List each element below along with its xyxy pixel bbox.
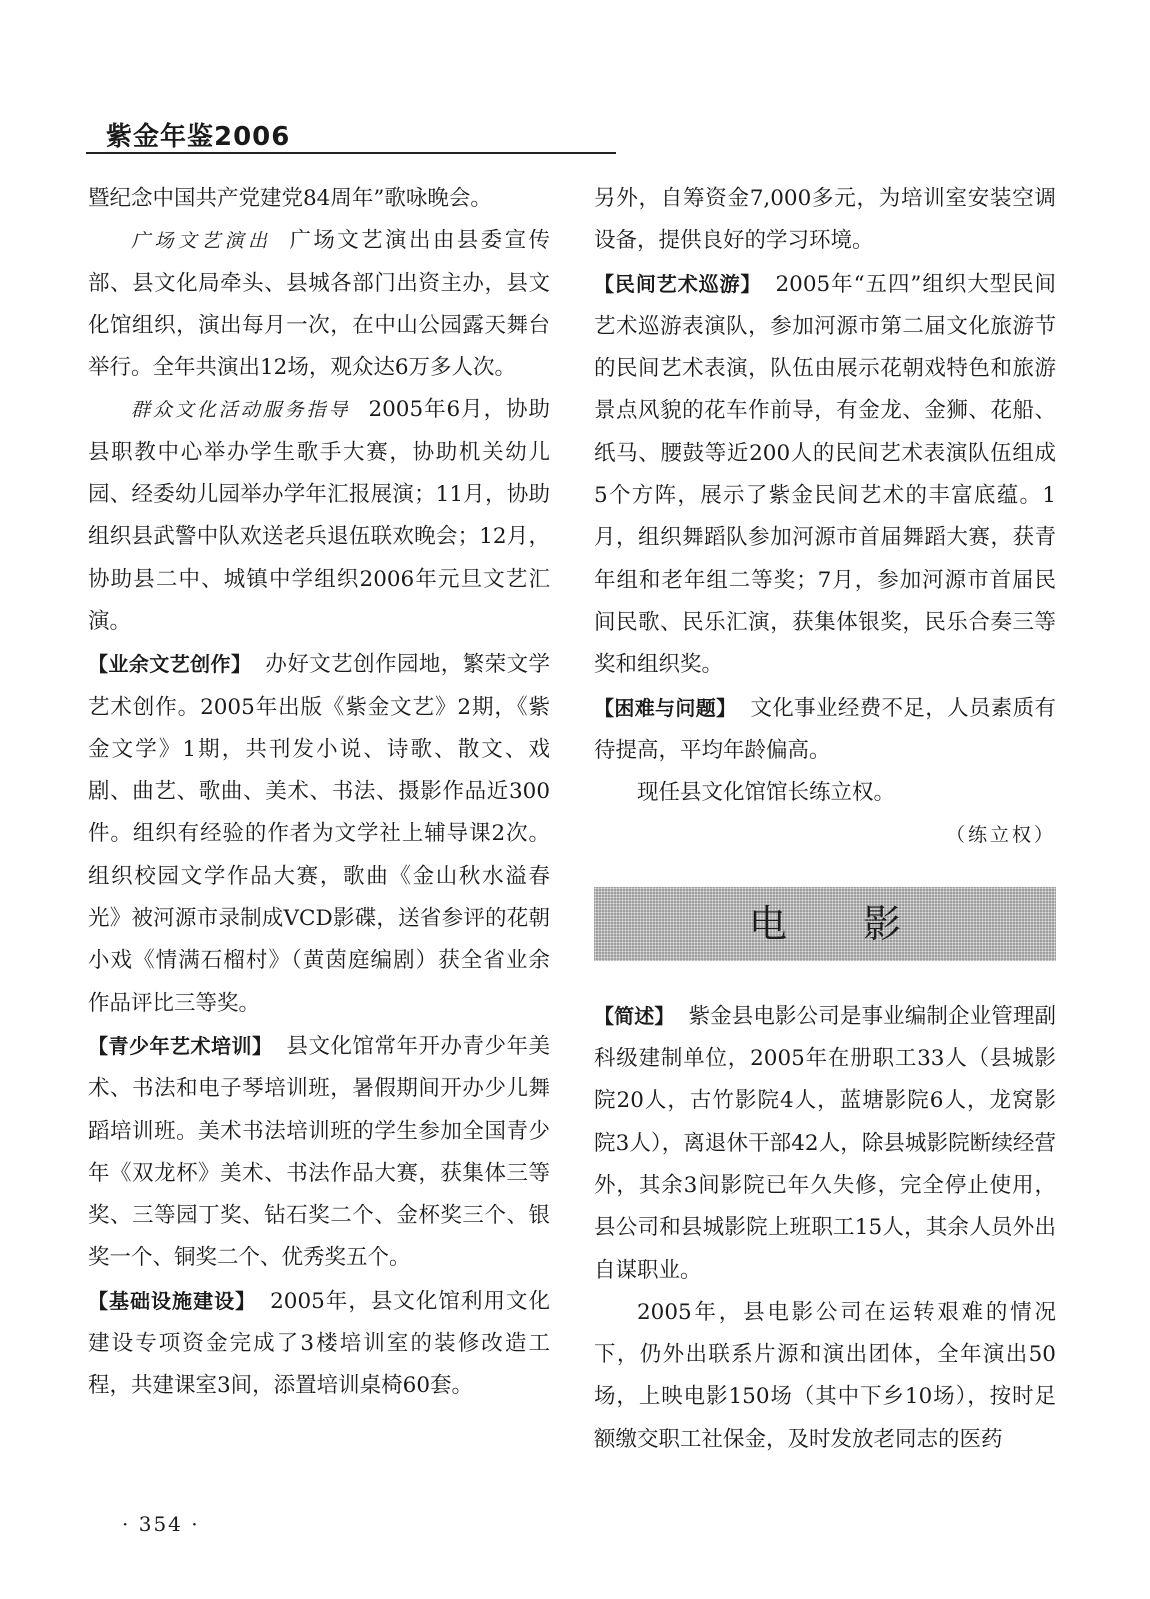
- section-text: 文化事业经费不足，人员素质有待提高，平均年龄偏高。: [594, 695, 1056, 763]
- section-text: 2005年“五四”组织大型民间艺术巡游表演队，参加河源市第二届文化旅游节的民间艺术表演，队伍由展示花朝戏特色和旅游景点风貌的花车作前导，有金龙、金狮、花船、纸马、腰鼓等近200人的民间艺术表演队伍组成5个方阵，展示了紫金民间艺术的丰富底蕴。1月，组织舞蹈队参加河源市首届舞蹈大赛，获青年组和老年组二等奖；7月，参加河源市首届民间民歌、民乐汇演，获集体银奖，民乐合奏三等奖和组织奖。: [594, 271, 1057, 678]
- section-difficulties: [594, 687, 1056, 773]
- subheading-square-performance: 广场文艺演出: [131, 230, 272, 253]
- banner-title-char: 影: [863, 901, 902, 946]
- section-title: 【民间艺术巡游】: [594, 271, 762, 296]
- subheading-mass-culture: 群众文化活动服务指导: [131, 399, 351, 422]
- running-header-title: 紫金年鉴2006: [106, 122, 291, 152]
- chapter-banner-film: [594, 887, 1056, 961]
- section-title: 【基础设施建设】: [88, 1288, 257, 1313]
- section-text: 2005年，县文化馆利用文化建设专项资金完成了3楼培训室的装修改造工程，共建课室3间，添置培训桌椅60套。: [88, 1288, 550, 1399]
- section-title: 【简述】: [594, 1003, 675, 1028]
- section-text: 紫金县电影公司是事业编制企业管理副科级建制单位，2005年在册职工33人（县城影院20人，古竹影院4人，蓝塘影院6人，龙窝影院3人），离退休干部42人，除县城影院断续经营外，其余3间影院已年久失修，完全停止使用，县公司和县城影院上班职工15人，其余人员外出自谋职业。: [594, 1003, 1056, 1283]
- paragraph-square-performance: [88, 220, 550, 389]
- section-title: 【业余文艺创作】: [88, 652, 252, 677]
- paragraph-continuation: 另外，自筹资金7,000多元，为培训室安装空调设备，提供良好的学习环境。: [594, 186, 1056, 254]
- section-text: 县文化馆常年开办青少年美术、书法和电子琴培训班，暑假期间开办少儿舞蹈培训班。美术书法培训班的学生参加全国青少年《双龙杯》美术、书法作品大赛，获集体三等奖、三等园丁奖、钻石奖二个、金杯奖三个、银奖一个、铜奖二个、优秀奖五个。: [88, 1033, 550, 1271]
- paragraph-text: 广场文艺演出由县委宣传部、县文化局牵头、县城各部门出资主办，县文化馆组织，演出每月一次，在中山公园露天舞台举行。全年共演出12场，观众达6万多人次。: [88, 228, 550, 381]
- paragraph-mass-culture: [88, 389, 550, 643]
- page-number: · 354 ·: [122, 1512, 200, 1536]
- author-credit: （练立权）: [945, 824, 1056, 847]
- section-infrastructure: [88, 1280, 550, 1408]
- section-text: 办好文艺创作园地，繁荣文学艺术创作。2005年出版《紫金文艺》2期，《紫金文学》1期，共刊发小说、诗歌、散文、戏剧、曲艺、歌曲、美术、书法、摄影作品近300件。组织有经验的作者为文学社上辅导课2次。组织校园文学作品大赛，歌曲《金山秋水溢春光》被河源市录制成VCD影碟，送省参评的花朝小戏《情满石榴村》（黄茵庭编剧）获全省业余作品评比三等奖。: [88, 652, 550, 1016]
- header-rule: [86, 152, 616, 154]
- section-title: 【困难与问题】: [594, 695, 737, 720]
- section-folk-parade: [594, 263, 1056, 687]
- paragraph-film-company: 2005年，县电影公司在运转艰难的情况下，仍外出联系片源和演出团体，全年演出50场，上映电影150场（其中下乡10场），按时足额缴交职工社保金，及时发放老同志的医药: [594, 1299, 1056, 1452]
- section-title: 【青少年艺术培训】: [88, 1033, 273, 1058]
- banner-title-char: 电: [748, 901, 787, 946]
- section-overview: [594, 995, 1056, 1292]
- left-column: [88, 178, 550, 1408]
- paragraph-director: 现任县文化馆馆长练立权。: [637, 780, 896, 806]
- paragraph-text: 2005年6月，协助县职教中心举办学生歌手大赛，协助机关幼儿园、经委幼儿园举办学年汇报展演；11月，协助组织县武警中队欢送老兵退伍联欢晚会；12月，协助县二中、城镇中学组织2006年元旦文艺汇演。: [88, 397, 550, 634]
- section-youth-training: [88, 1025, 550, 1280]
- paragraph-continuation: 暨纪念中国共产党建党84周年”歌咏晚会。: [88, 186, 492, 211]
- right-column: [594, 178, 1056, 1461]
- section-amateur-creation: [88, 643, 550, 1025]
